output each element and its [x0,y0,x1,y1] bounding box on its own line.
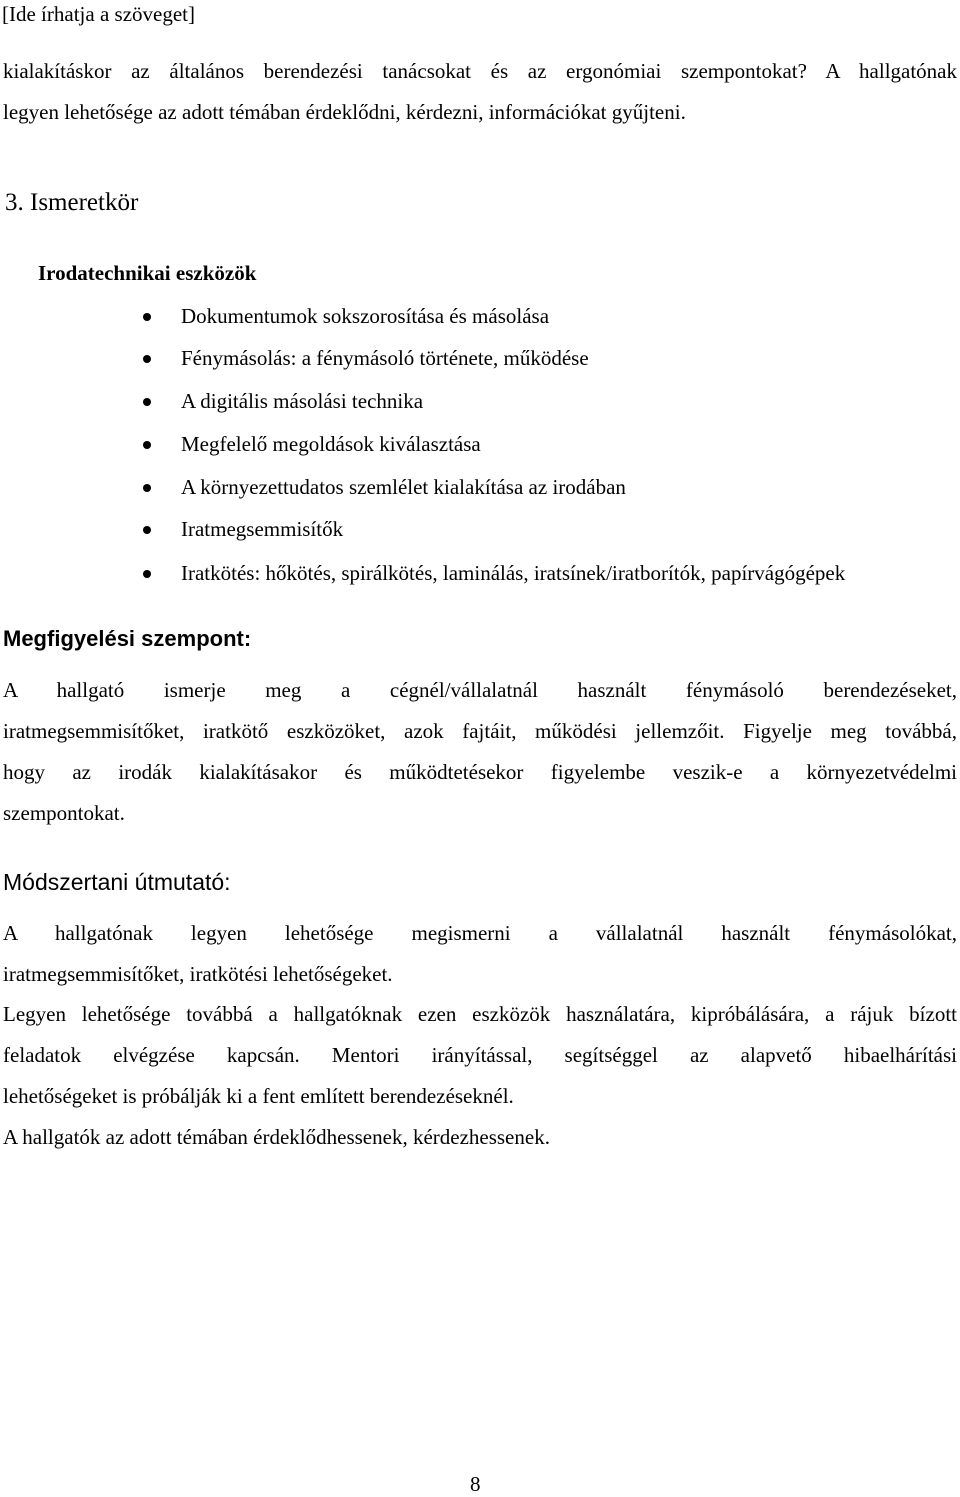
method-line-2: iratmegsemmisítőket, iratkötési lehetőségeket. [3,962,393,986]
observation-line-3: hogy az irodák kialakításakor és működtetésekor figyelembe veszik-e a környezetvédelmi [3,760,957,784]
bullet-icon [143,570,151,578]
intro-line-2: legyen lehetősége az adott témában érdeklődni, kérdezni, információkat gyűjteni. [3,100,686,124]
section-subheading: Irodatechnikai eszközök [38,261,257,285]
observation-line-4: szempontokat. [3,801,125,825]
intro-paragraph [3,51,957,133]
page-number: 8 [470,1472,481,1496]
method-line-5: lehetőségeket is próbálják ki a fent említett berendezéseknél. [3,1084,514,1108]
observation-heading: Megfigyelési szempont: [3,626,252,651]
bullet-icon [143,484,151,492]
document-page: [Ide írhatja a szöveget] kialakításkor az általános berendezési tanácsokat és az ergonómiai szempontokat? A hallgatónak legyen lehetősége az adott témában érdeklődni, kérdezni, információkat gyűjteni. 3. Ismeretkör Irodatechnikai eszközök Dokumentumok sokszorosítása és másolása Fénymásolás: a fénymásoló története, működése A digitális másolási technika Megfelelő megoldások kiválasztása A környezettudatos szemlélet kialakítása az irodában Iratmegsemmisítők Iratkötés: hőkötés, spirálkötés, laminálás, iratsínek/iratborítók, papírvágógépek Megfigyelési szempont: A hallgató ismerje meg a cégnél/vállalatnál használt fénymásoló berendezéseket, iratmegsemmisítőket, iratkötő eszközöket, azok fajtáit, működési jellemzőit. Figyelje meg továbbá, hogy az irodák kialakításakor és működtetésekor figyelembe veszik-e a környezetvédelmi szempontokat. Módszertani útmutató: A hallgatónak legyen lehetősége megismerni a vállalatnál használt fénymásolókat, iratmegsemmisítőket, iratkötési lehetőségeket. Legyen lehetősége továbbá a hallgatóknak ezen eszközök használatára, kipróbálására, a rájuk bízott feladatok elvégzése kapcsán. Mentori irányítással, segítséggel az alapvető hibaelhárítási lehetőségeket is próbálják ki a fent említett berendezéseknél. A hallgatók az adott témában érdeklődhessenek, kérdezhessenek. 8 [2,2,957,1496]
method-line-4: feladatok elvégzése kapcsán. Mentori irányítással, segítséggel az alapvető hibaelhárítási [3,1043,957,1067]
section-title: 3. Ismeretkör [5,189,139,216]
method-line-1: A hallgatónak legyen lehetősége megismerni a vállalatnál használt fénymásolókat, [3,921,957,945]
bullet-icon [143,526,151,534]
observation-line-2: iratmegsemmisítőket, iratkötő eszközöket, azok fajtáit, működési jellemzőit. Figyelje meg továbbá, [3,719,957,743]
method-line-6: A hallgatók az adott témában érdeklődhessenek, kérdezhessenek. [3,1125,550,1149]
method-heading: Módszertani útmutató: [3,869,231,895]
bullet-icon [143,355,151,363]
method-line-3: Legyen lehetősége továbbá a hallgatóknak ezen eszközök használatára, kipróbálására, a rájuk bízott [3,1002,957,1026]
header-placeholder[interactable]: [Ide írhatja a szöveget] [2,2,195,26]
method-paragraph [3,913,957,1158]
bullet-icon [143,313,151,321]
bullet-icon [143,441,151,449]
observation-paragraph [3,670,957,834]
intro-line-1: kialakításkor az általános berendezési tanácsokat és az ergonómiai szempontokat? A hallgatónak [3,59,957,83]
observation-line-1: A hallgató ismerje meg a cégnél/vállalatnál használt fénymásoló berendezéseket, [3,678,957,702]
bullet-icon [143,398,151,406]
